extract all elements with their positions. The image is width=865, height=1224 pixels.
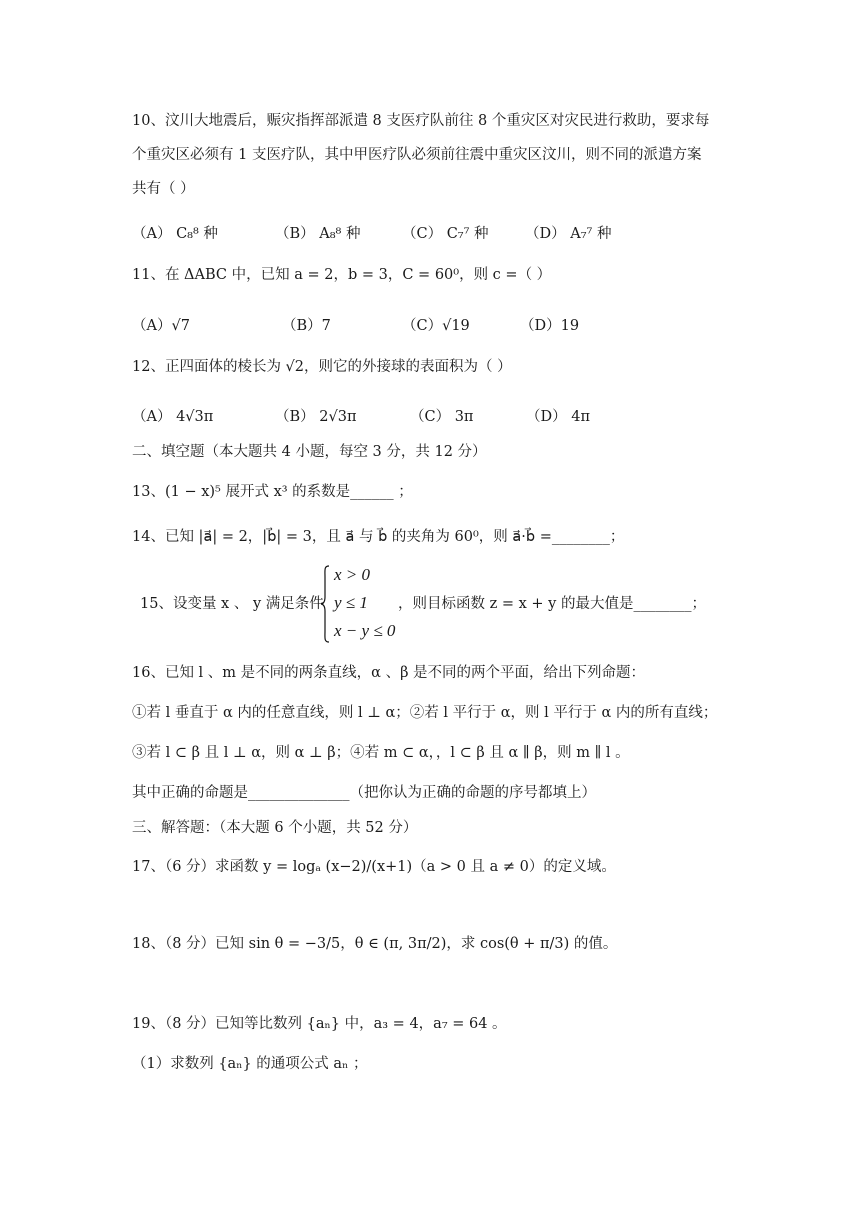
q11-option-d: （D）19 [520, 318, 580, 334]
q10-option-c: （C） C₇⁷ 种 [402, 226, 489, 242]
q11-option-c: （C）√19 [402, 318, 470, 334]
section-3-heading: 三、解答题：（本大题 6 个小题，共 52 分） [132, 820, 418, 836]
q12-stem: 12、正四面体的棱长为 √2，则它的外接球的表面积为（ ） [132, 359, 512, 375]
q10-line-3: 共有（ ） [132, 181, 195, 197]
q10-option-d: （D） A₇⁷ 种 [525, 226, 612, 242]
q19-stem: 19、（8 分）已知等比数列 {aₙ} 中，a₃ = 4，a₇ = 64 。 [132, 1016, 507, 1032]
q15-condition-1: x > 0 [334, 565, 371, 584]
q18: 18、（8 分）已知 sin θ = −3/5，θ ∈ (π, 3π/2)，求 cos(θ + π/3) 的值。 [132, 936, 618, 952]
q10-line-1: 10、汶川大地震后，赈灾指挥部派遣 8 支医疗队前往 8 个重灾区对灾民进行救助，要求每 [132, 113, 710, 129]
q15-suffix: ，则目标函数 z = x + y 的最大值是________； [398, 596, 706, 612]
q16-line-4: 其中正确的命题是______________（把你认为正确的命题的序号都填上） [132, 785, 596, 801]
q15-condition-2: y ≤ 1 [334, 593, 368, 612]
q11-option-a: （A）√7 [132, 318, 190, 334]
q10-option-a: （A） C₈⁸ 种 [132, 226, 218, 242]
brace-icon [320, 565, 330, 643]
q14: 14、已知 |a⃗| = 2，|b⃗| = 3，且 a⃗ 与 b⃗ 的夹角为 60⁰，则 a⃗·b⃗ =________； [132, 529, 625, 545]
q15-prefix: 15、设变量 x 、 y 满足条件 [140, 596, 324, 612]
q15-condition-3: x − y ≤ 0 [334, 621, 396, 640]
q10-line-2: 个重灾区必须有 1 支医疗队，其中甲医疗队必须前往震中重灾区汶川，则不同的派遣方案 [132, 147, 702, 163]
q12-option-b: （B） 2√3π [275, 409, 357, 425]
q16-line-3: ③若 l ⊂ β 且 l ⊥ α，则 α ⊥ β；④若 m ⊂ α，，l ⊂ β 且 α ∥ β，则 m ∥ l 。 [132, 745, 630, 761]
q17: 17、（6 分）求函数 y = logₐ (x−2)/(x+1)（a > 0 且 a ≠ 0）的定义域。 [132, 859, 616, 875]
q16-line-1: 16、已知 l 、m 是不同的两条直线，α 、β 是不同的两个平面，给出下列命题： [132, 665, 646, 681]
q12-option-c: （C） 3π [410, 409, 474, 425]
q16-line-2: ①若 l 垂直于 α 内的任意直线，则 l ⊥ α；②若 l 平行于 α，则 l 平行于 α 内的所有直线； [132, 705, 718, 721]
q10-option-b: （B） A₈⁸ 种 [275, 226, 361, 242]
section-2-heading: 二、填空题（本大题共 4 小题，每空 3 分，共 12 分） [132, 444, 487, 460]
q12-option-a: （A） 4√3π [132, 409, 214, 425]
q13: 13、(1 − x)⁵ 展开式 x³ 的系数是______ ； [132, 484, 413, 500]
q12-option-d: （D） 4π [526, 409, 590, 425]
q11-stem: 11、在 ΔABC 中，已知 a = 2，b = 3，C = 60⁰，则 c =（ ） [132, 267, 552, 283]
q19-part-1: （1）求数列 {aₙ} 的通项公式 aₙ ； [132, 1056, 368, 1072]
q11-option-b: （B）7 [282, 318, 331, 334]
